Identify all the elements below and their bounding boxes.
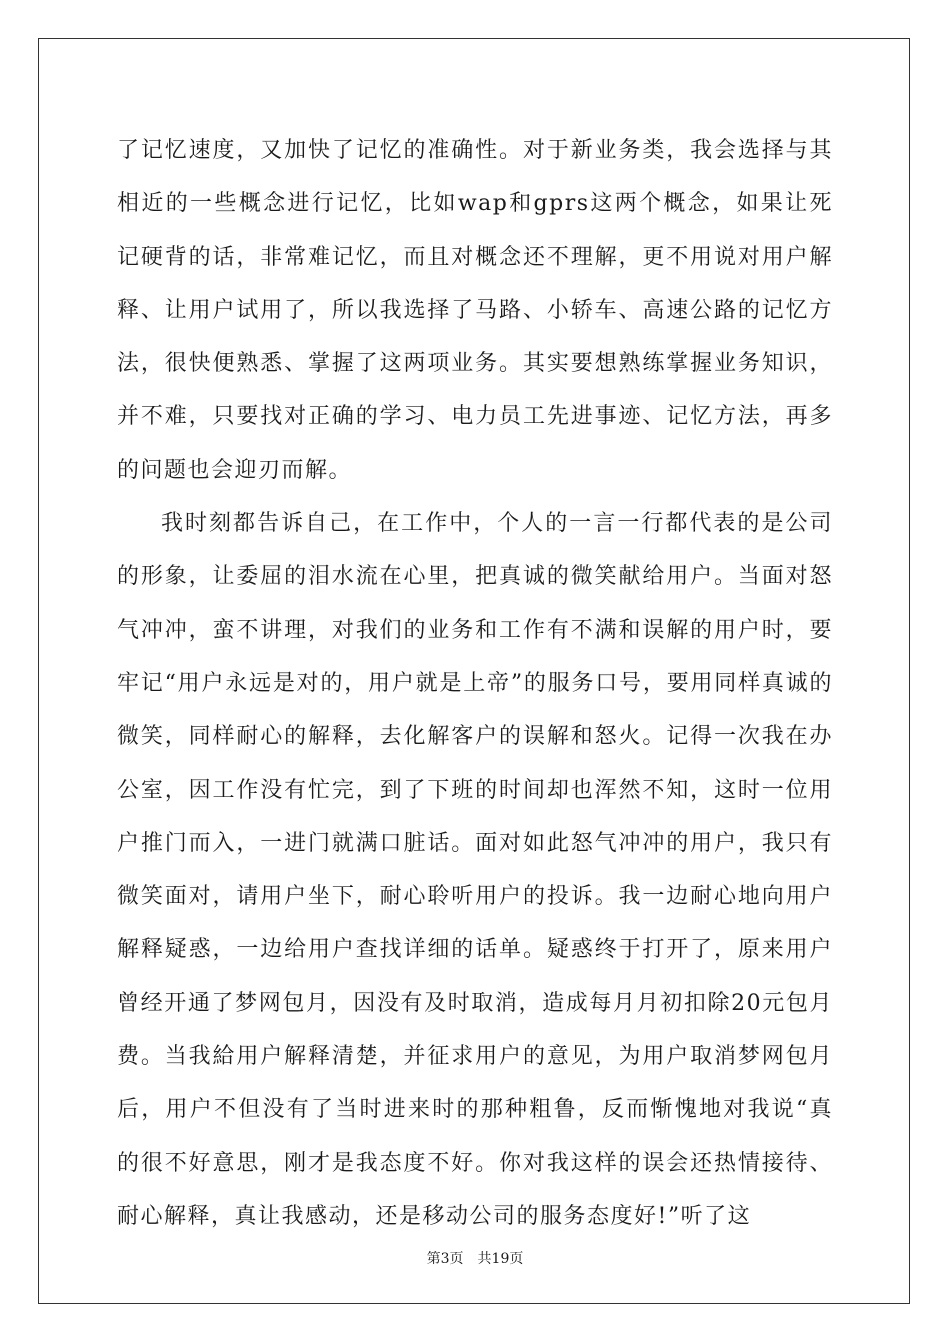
page-number: 第3页 共19页: [426, 1251, 524, 1267]
document-body: [117, 124, 833, 1243]
paragraph-2: 我时刻都告诉自己，在工作中，个人的一言一行都代表的是公司的形象，让委屈的泪水流在心里，把真诚的微笑献给用户。当面对怒气冲冲，蛮不讲理，对我们的业务和工作有不满和误解的用户时，要牢记“用户永远是对的，用户就是上帝”的服务口号，要用同样真诚的微笑，同样耐心的解释，去化解客户的误解和怒火。记得一次我在办公室，因工作没有忙完，到了下班的时间却也浑然不知，这时一位用户推门而入，一进门就满口脏话。面对如此怒气冲冲的用户，我只有微笑面对，请用户坐下，耐心聆听用户的投诉。我一边耐心地向用户解释疑惑，一边给用户查找详细的话单。疑惑终于打开了，原来用户曾经开通了梦网包月，因没有及时取消，造成每月月初扣除20元包月费。当我給用户解释清楚，并征求用户的意见，为用户取消梦网包月后，用户不但没有了当时进来时的那种粗鲁，反而惭愧地对我说“真的很不好意思，刚才是我态度不好。你对我这样的误会还热情接待、耐心解释，真让我感动，还是移动公司的服务态度好!”听了这: [117, 511, 833, 1229]
paragraph-1: 了记忆速度，又加快了记忆的准确性。对于新业务类，我会选择与其相近的一些概念进行记忆，比如wap和gprs这两个概念，如果让死记硬背的话，非常难记忆，而且对概念还不理解，更不用说对用户解释、让用户试用了，所以我选择了马路、小轿车、高速公路的记忆方法，很快便熟悉、掌握了这两项业务。其实要想熟练掌握业务知识，并不难，只要找对正确的学习、电力员工先进事迹、记忆方法，再多的问题也会迎刃而解。: [117, 138, 833, 483]
